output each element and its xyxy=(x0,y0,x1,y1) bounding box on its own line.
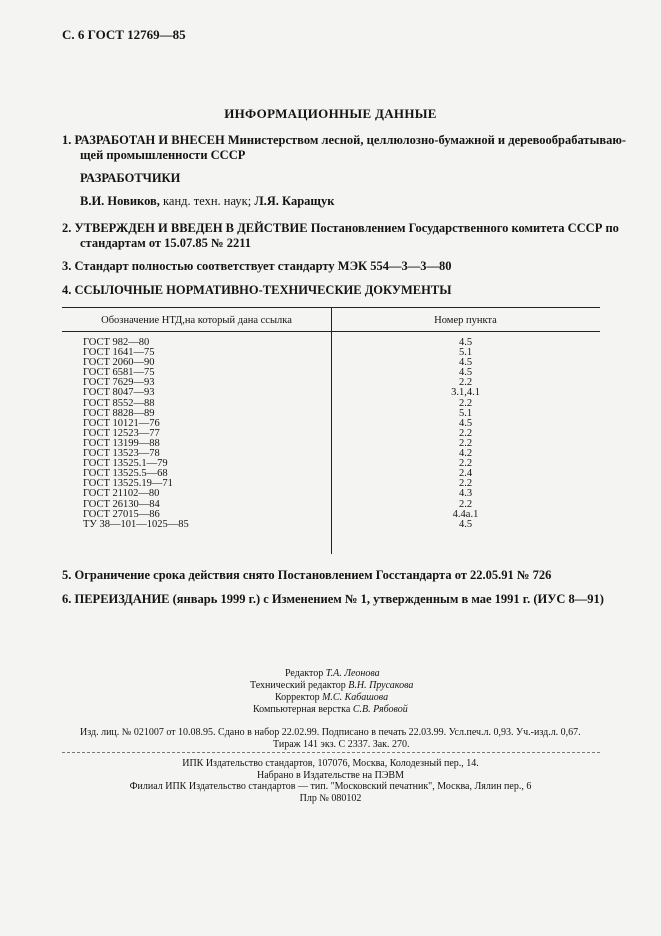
developer-1-name: В.И. Новиков, xyxy=(80,194,160,208)
developer-2-name: Л.Я. Каращук xyxy=(254,194,335,208)
developers-label: РАЗРАБОТЧИКИ xyxy=(80,171,181,185)
table-header-item: Номер пункта xyxy=(434,315,497,326)
credit-editor-label: Редактор xyxy=(285,668,324,679)
credit-layout-label: Компьютерная верстка xyxy=(253,704,351,715)
credit-corrector xyxy=(275,692,388,704)
credit-tech-name: В.Н. Прусакова xyxy=(348,680,414,691)
table-row-item: 4.5 xyxy=(458,367,473,379)
table-row-doc: ГОСТ 1641—75 xyxy=(83,347,155,359)
section-2-number: 2. xyxy=(62,221,72,235)
imprint-line-2: Тираж 141 экз. С 2337. Зак. 270. xyxy=(273,739,410,750)
table-row-item: 4.4а.1 xyxy=(452,508,479,520)
table-row-doc: ГОСТ 12523—77 xyxy=(83,427,160,439)
table-row-doc: ГОСТ 26130—84 xyxy=(83,498,160,510)
references-table xyxy=(62,307,600,554)
imprint-line-3: ИПК Издательство стандартов, 107076, Москва, Колодезный пер., 14. xyxy=(182,758,479,769)
page-header: С. 6 ГОСТ 12769—85 xyxy=(62,27,186,42)
table-row-item: 5.1 xyxy=(458,347,473,359)
table-row-doc: ГОСТ 13199—88 xyxy=(83,437,160,449)
table-row-item: 2.2 xyxy=(458,427,473,439)
table-row-doc: ТУ 38—101—1025—85 xyxy=(83,518,189,530)
credit-editor-name: Т.А. Леонова xyxy=(325,668,380,679)
credit-corrector-label: Корректор xyxy=(275,692,320,703)
table-item-column xyxy=(331,338,600,530)
table-row-doc: ГОСТ 13525.1—79 xyxy=(83,458,168,470)
table-row-doc: ГОСТ 2060—90 xyxy=(83,357,155,369)
imprint-divider xyxy=(62,752,600,753)
section-1-line-2: щей промышленности СССР xyxy=(80,148,246,162)
table-row-doc: ГОСТ 7629—93 xyxy=(83,377,155,389)
table-row-item: 4.2 xyxy=(458,448,473,460)
table-row-doc: ГОСТ 6581—75 xyxy=(83,367,155,379)
section-3: 3. Стандарт полностью соответствует стандарту МЭК 554—3—3—80 xyxy=(62,259,452,273)
table-row-item: 2.2 xyxy=(458,397,473,409)
credit-layout-name: С.В. Рябовой xyxy=(352,704,408,715)
table-row-doc: ГОСТ 13523—78 xyxy=(83,448,160,460)
table-row-item: 2.2 xyxy=(458,437,473,449)
table-row-item: 2.2 xyxy=(458,478,473,490)
table-row-item: 4.5 xyxy=(458,357,473,369)
table-row-item: 2.2 xyxy=(458,458,473,470)
developers-line xyxy=(80,194,334,209)
table-header-document: Обозначение НТД,на который дана ссылка xyxy=(101,315,292,326)
table-row-item: 4.5 xyxy=(458,417,473,429)
page-title: ИНФОРМАЦИОННЫЕ ДАННЫЕ xyxy=(224,106,437,121)
imprint-line-1: Изд. лиц. № 021007 от 10.08.95. Сдано в набор 22.02.99. Подписано в печать 22.03.99. Усл.печ.л. 0,93. Уч.-изд.л. 0,67. xyxy=(80,727,581,738)
section-2-text: Постановлением Государственного комитета СССР по xyxy=(310,221,619,235)
imprint-line-4: Набрано в Издательстве на ПЭВМ xyxy=(257,770,404,781)
table-row-item: 2.2 xyxy=(458,377,473,389)
table-row-doc: ГОСТ 13525.19—71 xyxy=(83,478,173,490)
table-row-doc: ГОСТ 10121—76 xyxy=(83,417,160,429)
imprint-line-5: Филиал ИПК Издательство стандартов — тип. "Московский печатник", Москва, Лялин пер., 6 xyxy=(129,781,532,792)
section-6: 6. ПЕРЕИЗДАНИЕ (январь 1999 г.) с Изменением № 1, утвержденным в мае 1991 г. (ИУС 8—91) xyxy=(62,592,604,606)
table-row-item: 2.2 xyxy=(458,498,473,510)
credit-tech-editor xyxy=(250,680,413,692)
section-2-line-1 xyxy=(62,221,619,236)
table-row-item: 5.1 xyxy=(458,407,473,419)
section-2-lead: УТВЕРЖДЕН И ВВЕДЕН В ДЕЙСТВИЕ xyxy=(74,221,308,235)
section-5: 5. Ограничение срока действия снято Постановлением Госстандарта от 22.05.91 № 726 xyxy=(62,568,552,582)
section-1-line-1 xyxy=(62,133,626,148)
imprint-line-6: Плр № 080102 xyxy=(299,793,362,804)
section-1-text: Министерством лесной, целлюлозно-бумажной и деревообрабатываю- xyxy=(227,133,627,147)
credit-tech-label: Технический редактор xyxy=(250,680,346,691)
table-row-doc: ГОСТ 21102—80 xyxy=(83,488,160,500)
section-4: 4. ССЫЛОЧНЫЕ НОРМАТИВНО-ТЕХНИЧЕСКИЕ ДОКУМЕНТЫ xyxy=(62,283,452,297)
table-row-item: 4.5 xyxy=(458,337,473,348)
credit-corrector-name: М.С. Кабашова xyxy=(322,692,389,703)
table-doc-column xyxy=(83,338,189,530)
table-row-doc: ГОСТ 8047—93 xyxy=(83,387,155,399)
credit-layout xyxy=(253,704,408,716)
credit-editor xyxy=(285,668,380,680)
table-row-doc: ГОСТ 8552—88 xyxy=(83,397,155,409)
table-row-doc: ГОСТ 13525.5—68 xyxy=(83,468,168,480)
table-row-doc: ГОСТ 27015—86 xyxy=(83,508,160,520)
table-row-doc: ГОСТ 8828—89 xyxy=(83,407,155,419)
table-row-item: 2.4 xyxy=(458,468,473,480)
table-row-item: 4.5 xyxy=(458,518,473,530)
section-2-line-2: стандартам от 15.07.85 № 2211 xyxy=(80,236,252,250)
section-1-lead: РАЗРАБОТАН И ВНЕСЕН xyxy=(74,133,225,147)
developer-1-title: канд. техн. наук; xyxy=(163,194,252,208)
section-1-number: 1. xyxy=(62,133,72,147)
table-row-item: 3.1,4.1 xyxy=(451,387,480,399)
table-row-item: 4.3 xyxy=(458,488,473,500)
table-row-doc: ГОСТ 982—80 xyxy=(83,337,150,348)
